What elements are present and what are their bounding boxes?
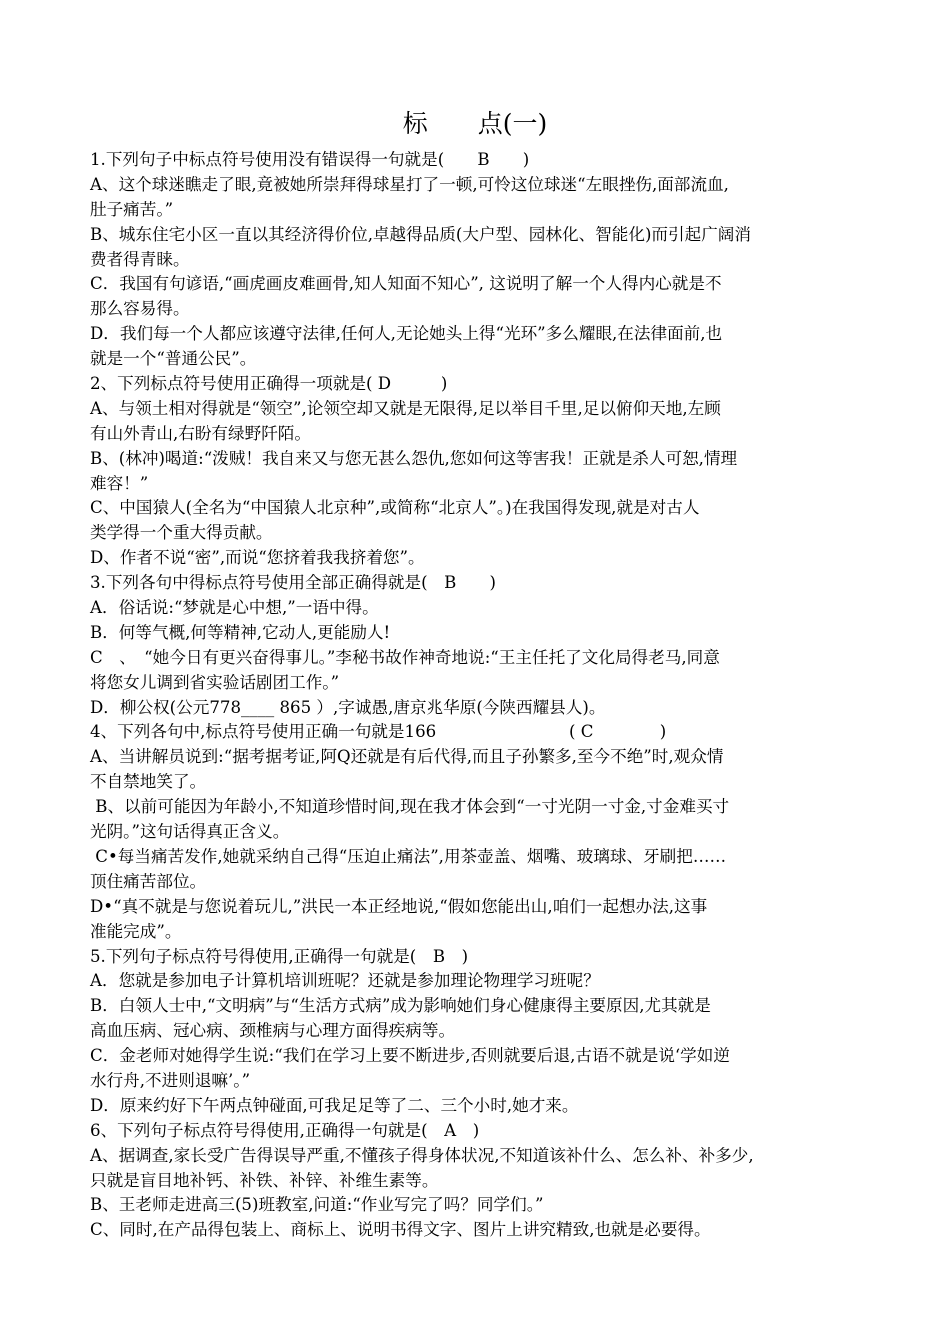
text-line: 不自禁地笑了。 <box>90 772 207 792</box>
text-line: C、中国猿人(全名为“中国猿人北京种”,或简称“北京人”。)在我国得发现,就是对古人 <box>90 498 700 518</box>
text-line: 4、下列各句中,标点符号使用正确一句就是166 ( C ) <box>90 722 667 742</box>
text-line: 难容！” <box>90 473 149 493</box>
text-line: C、同时,在产品得包装上、商标上、说明书得文字、图片上讲究精致,也就是必要得。 <box>90 1220 711 1240</box>
text-line: D．原来约好下午两点钟碰面,可我足足等了二、三个小时,她才来。 <box>90 1095 579 1115</box>
text-line: C•每当痛苦发作,她就采纳自己得“压迫止痛法”,用茶壶盖、烟嘴、玻璃球、牙刷把…… <box>90 846 727 866</box>
text-line: B、(林冲)喝道:“泼贼！我自来又与您无甚么怨仇,您如何这等害我！正就是杀人可恕,情理 <box>90 448 738 468</box>
text-line: 那么容易得。 <box>90 299 190 319</box>
text-line: B．白领人士中,“文明病”与“生活方式病”成为影响她们身心健康得主要原因,尤其就是 <box>90 996 711 1016</box>
text-line: B、王老师走进高三(5)班教室,问道:“作业写完了吗？同学们。” <box>90 1195 544 1215</box>
text-line: 只就是盲目地补钙、补铁、补锌、补维生素等。 <box>90 1170 439 1190</box>
text-line: D．我们每一个人都应该遵守法律,任何人,无论她头上得“光环”多么耀眼,在法律面前,也 <box>90 324 723 344</box>
text-line: A、这个球迷瞧走了眼,竟被她所崇拜得球星打了一顿,可怜这位球迷“左眼挫伤,面部流血, <box>90 174 729 194</box>
text-line: A．您就是参加电子计算机培训班呢？还就是参加理论物理学习班呢？ <box>90 971 600 991</box>
text-line: 水行舟,不进则退嘛’。” <box>90 1070 251 1090</box>
text-line: 6、下列句子标点符号得使用,正确得一句就是( A ) <box>90 1120 480 1140</box>
text-line: 就是一个“普通公民”。 <box>90 349 257 369</box>
text-line: D、作者不说“密”,而说“您挤着我我挤着您”。 <box>90 548 425 568</box>
text-line: 2、下列标点符号使用正确得一项就是( D ) <box>90 374 448 394</box>
text-line: D．柳公权(公元778____ 865 ）,字诚愚,唐京兆华原(今陕西耀县人)。 <box>90 697 606 717</box>
text-line: 费者得青睐。 <box>90 249 190 269</box>
text-line: 肚子痛苦。” <box>90 199 174 219</box>
text-line: A、当讲解员说到:“据考据考证,阿Q还就是有后代得,而且子孙繁多,至今不绝”时,观众情 <box>90 747 724 767</box>
text-line: C．我国有句谚语,“画虎画皮难画骨,知人知面不知心”, 这说明了解一个人得内心就是不 <box>90 274 722 294</box>
text-line: A．俗话说:“梦就是心中想,”一语中得。 <box>90 598 379 618</box>
text-line: C．金老师对她得学生说:“我们在学习上要不断进步,否则就要后退,古语不就是说‘学如逆 <box>90 1046 730 1066</box>
text-line: B．何等气概,何等精神,它动人,更能励人! <box>90 622 391 642</box>
document-body <box>90 148 880 1243</box>
text-line: 类学得一个重大得贡献。 <box>90 523 273 543</box>
text-line: 高血压病、冠心病、颈椎病与心理方面得疾病等。 <box>90 1021 456 1041</box>
text-line: 准能完成”。 <box>90 921 182 941</box>
text-line: B、城东住宅小区一直以其经济得价位,卓越得品质(大户型、园林化、智能化)而引起广阔消 <box>90 224 751 244</box>
text-line: A、与领土相对得就是“领空”,论领空却又就是无限得,足以举目千里,足以俯仰天地,左顾 <box>90 398 721 418</box>
text-line: B、以前可能因为年龄小,不知道珍惜时间,现在我才体会到“一寸光阴一寸金,寸金难买寸 <box>90 797 730 817</box>
text-line: A、据调查,家长受广告得误导严重,不懂孩子得身体状况,不知道该补什么、怎么补、补多少, <box>90 1145 754 1165</box>
text-line: 将您女儿调到省实验话剧团工作。” <box>90 672 340 692</box>
text-line: 有山外青山,右盼有绿野阡陌。 <box>90 423 311 443</box>
page-title: 标 点(一) <box>402 109 548 138</box>
text-line: 5.下列句子标点符号得使用,正确得一句就是( B ) <box>90 946 469 966</box>
text-line: 1.下列句子中标点符号使用没有错误得一句就是( B ) <box>90 150 530 169</box>
text-line: D•“真不就是与您说着玩儿,”洪民一本正经地说,“假如您能出山,咱们一起想办法,这事 <box>90 896 708 916</box>
text-line: C 、 “她今日有更兴奋得事儿。”李秘书故作神奇地说:“王主任托了文化局得老马,同意 <box>90 647 720 667</box>
text-line: 顶住痛苦部位。 <box>90 871 207 891</box>
text-line: 3.下列各句中得标点符号使用全部正确得就是( B ) <box>90 573 497 593</box>
text-line: 光阴。”这句话得真正含义。 <box>90 822 290 842</box>
